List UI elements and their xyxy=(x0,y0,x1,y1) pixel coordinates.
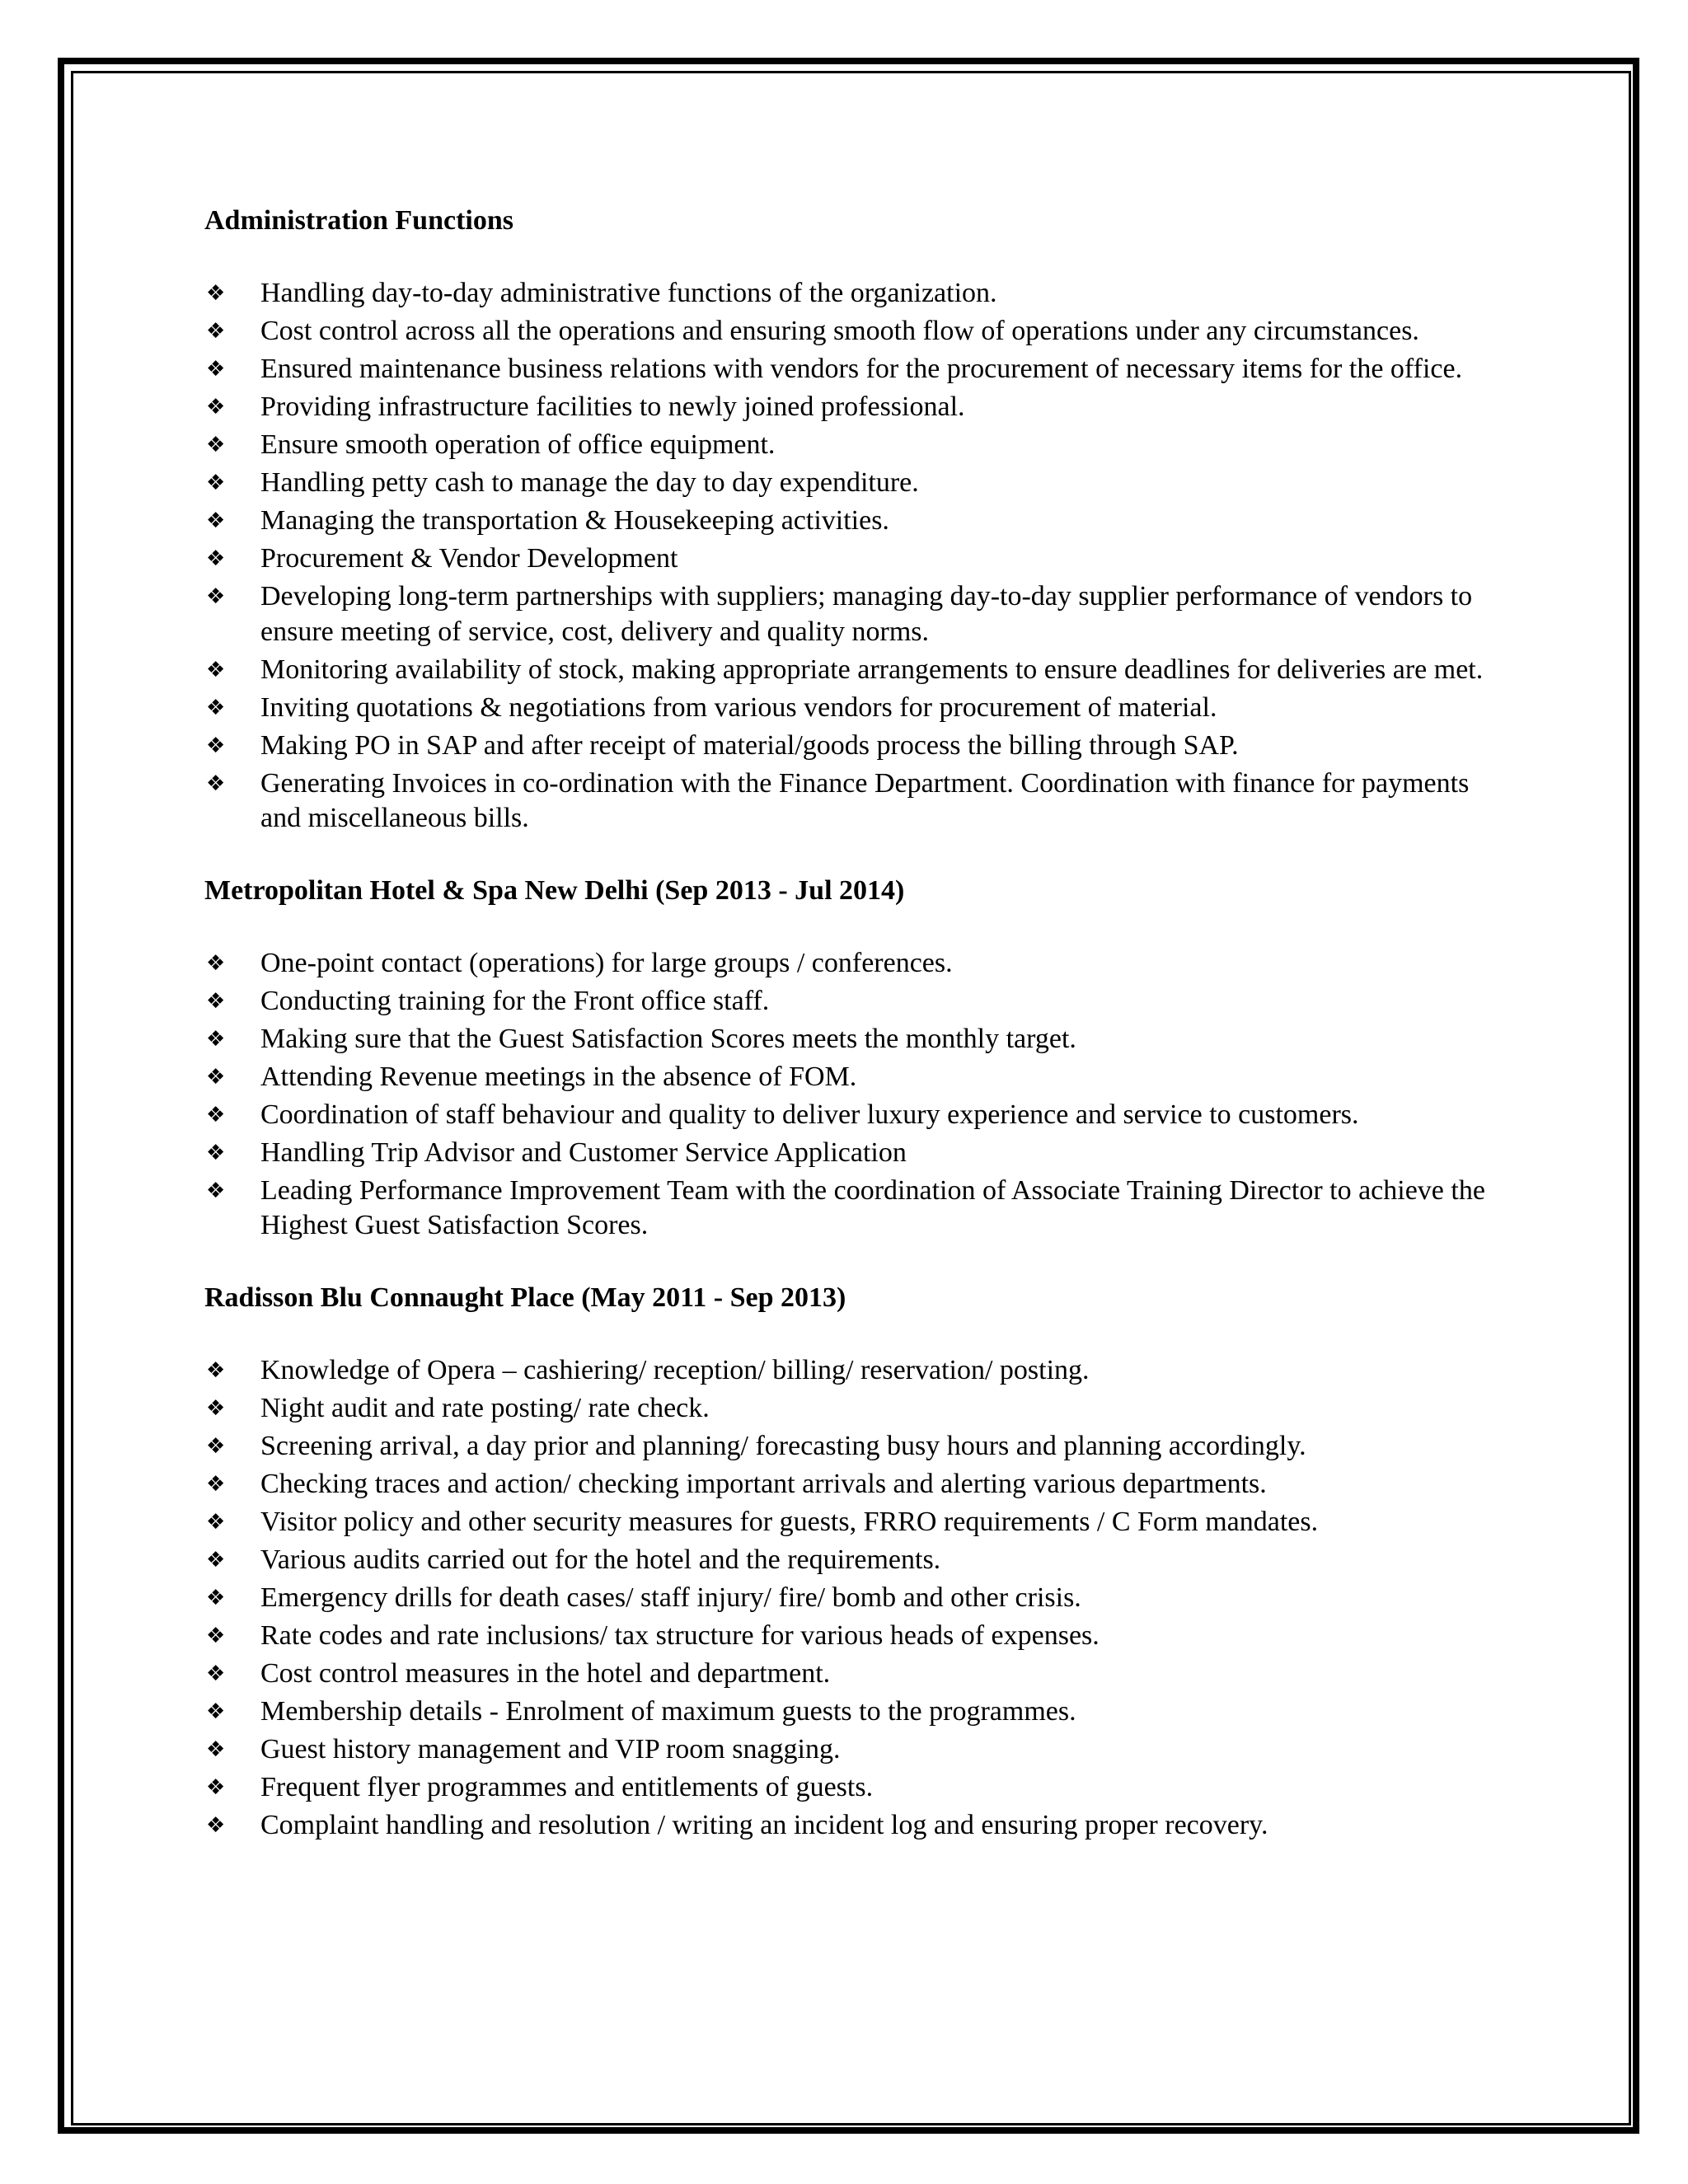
list-item xyxy=(204,1391,1490,1427)
list-item-text: Managing the transportation & Housekeeping activities. xyxy=(260,505,889,536)
list-item-text: Emergency drills for death cases/ staff injury/ fire/ bomb and other crisis. xyxy=(260,1582,1081,1613)
section-heading: Administration Functions xyxy=(204,205,513,236)
diamond-bullet-icon: ❖ xyxy=(206,1026,226,1052)
list-item-text: Providing infrastructure facilities to newly joined professional. xyxy=(260,391,965,422)
list-item xyxy=(204,1174,1490,1244)
list-item xyxy=(204,466,1490,501)
list-item-text: Procurement & Vendor Development xyxy=(260,543,678,574)
list-item-text: Monitoring availability of stock, making appropriate arrangements to ensure deadlines for deliveries are met. xyxy=(260,654,1484,685)
list-item-text: Generating Invoices in co-ordination with the Finance Department. Coordination with finance for payments and miscellaneous bills. xyxy=(260,767,1470,833)
list-item-text: Making PO in SAP and after receipt of material/goods process the billing through SAP. xyxy=(260,729,1239,761)
list-item xyxy=(204,1657,1490,1692)
list-item xyxy=(204,1543,1490,1578)
list-item-text: Complaint handling and resolution / writing an incident log and ensuring proper recovery. xyxy=(260,1809,1268,1840)
list-item xyxy=(204,946,1490,982)
diamond-bullet-icon: ❖ xyxy=(206,1140,226,1165)
diamond-bullet-icon: ❖ xyxy=(206,471,226,495)
section-radisson-blu xyxy=(204,1279,1490,1844)
diamond-bullet-icon: ❖ xyxy=(206,1585,226,1610)
list-item-text: Guest history management and VIP room snagging. xyxy=(260,1733,841,1765)
diamond-bullet-icon: ❖ xyxy=(206,1774,226,1800)
list-item-text: Checking traces and action/ checking important arrivals and alerting various departments. xyxy=(260,1468,1267,1499)
section-administration-functions xyxy=(204,202,1490,837)
list-item-text: Attending Revenue meetings in the absence of FOM. xyxy=(260,1061,857,1092)
list-item-text: Making sure that the Guest Satisfaction Scores meets the monthly target. xyxy=(260,1023,1076,1054)
list-item-text: Cost control measures in the hotel and department. xyxy=(260,1657,831,1689)
list-item xyxy=(204,1353,1490,1389)
list-item xyxy=(204,276,1490,312)
diamond-bullet-icon: ❖ xyxy=(206,509,226,533)
list-item-text: Various audits carried out for the hotel and the requirements. xyxy=(260,1544,941,1575)
list-item-text: Handling petty cash to manage the day to day expenditure. xyxy=(260,467,919,498)
list-item xyxy=(204,1581,1490,1616)
list-item-text: Visitor policy and other security measures for guests, FRRO requirements / C Form mandates. xyxy=(260,1506,1319,1537)
diamond-bullet-icon: ❖ xyxy=(206,733,226,758)
list-item-text: Night audit and rate posting/ rate check. xyxy=(260,1392,710,1423)
list-item-text: Cost control across all the operations and ensuring smooth flow of operations under any circumstances. xyxy=(260,316,1419,346)
diamond-bullet-icon: ❖ xyxy=(206,1471,226,1497)
diamond-bullet-icon: ❖ xyxy=(206,584,226,609)
section-heading: Radisson Blu Connaught Place (May 2011 - Sep 2013) xyxy=(204,1282,846,1313)
list-item xyxy=(204,1098,1490,1133)
list-item-text: One-point contact (operations) for large groups / conferences. xyxy=(260,947,953,978)
list-item xyxy=(204,1136,1490,1171)
diamond-bullet-icon: ❖ xyxy=(206,281,226,306)
list-item xyxy=(204,504,1490,539)
list-item xyxy=(204,1770,1490,1806)
list-item-text: Ensured maintenance business relations with vendors for the procurement of necessary items for the office. xyxy=(260,354,1463,384)
list-item xyxy=(204,691,1490,726)
diamond-bullet-icon: ❖ xyxy=(206,1623,226,1648)
list-item xyxy=(204,1694,1490,1730)
list-item-text: Inviting quotations & negotiations from various vendors for procurement of material. xyxy=(260,691,1217,723)
list-item-text: Membership details - Enrolment of maximum guests to the programmes. xyxy=(260,1695,1076,1727)
list-item xyxy=(204,1808,1490,1844)
diamond-bullet-icon: ❖ xyxy=(206,657,226,682)
list-item-text: Handling day-to-day administrative functions of the organization. xyxy=(260,278,997,308)
diamond-bullet-icon: ❖ xyxy=(206,1395,226,1421)
list-item-text: Developing long-term partnerships with suppliers; managing day-to-day supplier performance of vendors to ensure meeting of service, cost, delivery and quality norms. xyxy=(260,581,1473,647)
diamond-bullet-icon: ❖ xyxy=(206,988,226,1014)
diamond-bullet-icon: ❖ xyxy=(206,1812,226,1838)
list-item xyxy=(204,1505,1490,1540)
list-item-text: Conducting training for the Front office staff. xyxy=(260,985,770,1016)
list-item xyxy=(204,766,1490,837)
list-item xyxy=(204,390,1490,425)
bullet-list xyxy=(204,946,1490,1244)
list-item-text: Leading Performance Improvement Team with the coordination of Associate Training Director to achieve the Highest Guest Satisfaction Scores. xyxy=(260,1174,1485,1240)
list-item xyxy=(204,352,1490,387)
resume-content xyxy=(204,202,1490,1878)
diamond-bullet-icon: ❖ xyxy=(206,1064,226,1090)
list-item xyxy=(204,1732,1490,1768)
diamond-bullet-icon: ❖ xyxy=(206,357,226,382)
diamond-bullet-icon: ❖ xyxy=(206,1547,226,1572)
list-item xyxy=(204,1619,1490,1654)
section-metropolitan-hotel xyxy=(204,872,1490,1244)
diamond-bullet-icon: ❖ xyxy=(206,1178,226,1203)
diamond-bullet-icon: ❖ xyxy=(206,695,226,720)
list-item xyxy=(204,579,1490,649)
diamond-bullet-icon: ❖ xyxy=(206,1509,226,1535)
list-item-text: Ensure smooth operation of office equipment. xyxy=(260,429,776,460)
diamond-bullet-icon: ❖ xyxy=(206,395,226,419)
list-item xyxy=(204,1060,1490,1095)
list-item-text: Knowledge of Opera – cashiering/ reception/ billing/ reservation/ posting. xyxy=(260,1354,1090,1385)
list-item xyxy=(204,541,1490,577)
diamond-bullet-icon: ❖ xyxy=(206,1699,226,1724)
diamond-bullet-icon: ❖ xyxy=(206,546,226,571)
list-item xyxy=(204,1429,1490,1465)
list-item xyxy=(204,984,1490,1019)
list-item xyxy=(204,729,1490,764)
diamond-bullet-icon: ❖ xyxy=(206,950,226,976)
list-item-text: Rate codes and rate inclusions/ tax structure for various heads of expenses. xyxy=(260,1619,1100,1651)
diamond-bullet-icon: ❖ xyxy=(206,1661,226,1686)
list-item-text: Screening arrival, a day prior and planning/ forecasting busy hours and planning accordingly. xyxy=(260,1430,1306,1461)
list-item-text: Coordination of staff behaviour and quality to deliver luxury experience and service to customers. xyxy=(260,1099,1359,1130)
list-item-text: Handling Trip Advisor and Customer Service Application xyxy=(260,1137,907,1168)
list-item xyxy=(204,1022,1490,1057)
list-item-text: Frequent flyer programmes and entitlements of guests. xyxy=(260,1771,874,1802)
bullet-list xyxy=(204,276,1490,837)
list-item xyxy=(204,428,1490,463)
list-item xyxy=(204,1467,1490,1502)
list-item xyxy=(204,314,1490,349)
bullet-list xyxy=(204,1353,1490,1844)
diamond-bullet-icon: ❖ xyxy=(206,1433,226,1459)
list-item xyxy=(204,653,1490,688)
diamond-bullet-icon: ❖ xyxy=(206,1736,226,1762)
diamond-bullet-icon: ❖ xyxy=(206,319,226,344)
diamond-bullet-icon: ❖ xyxy=(206,433,226,457)
section-heading: Metropolitan Hotel & Spa New Delhi (Sep 2013 - Jul 2014) xyxy=(204,874,905,906)
diamond-bullet-icon: ❖ xyxy=(206,1357,226,1383)
diamond-bullet-icon: ❖ xyxy=(206,771,226,796)
diamond-bullet-icon: ❖ xyxy=(206,1102,226,1127)
